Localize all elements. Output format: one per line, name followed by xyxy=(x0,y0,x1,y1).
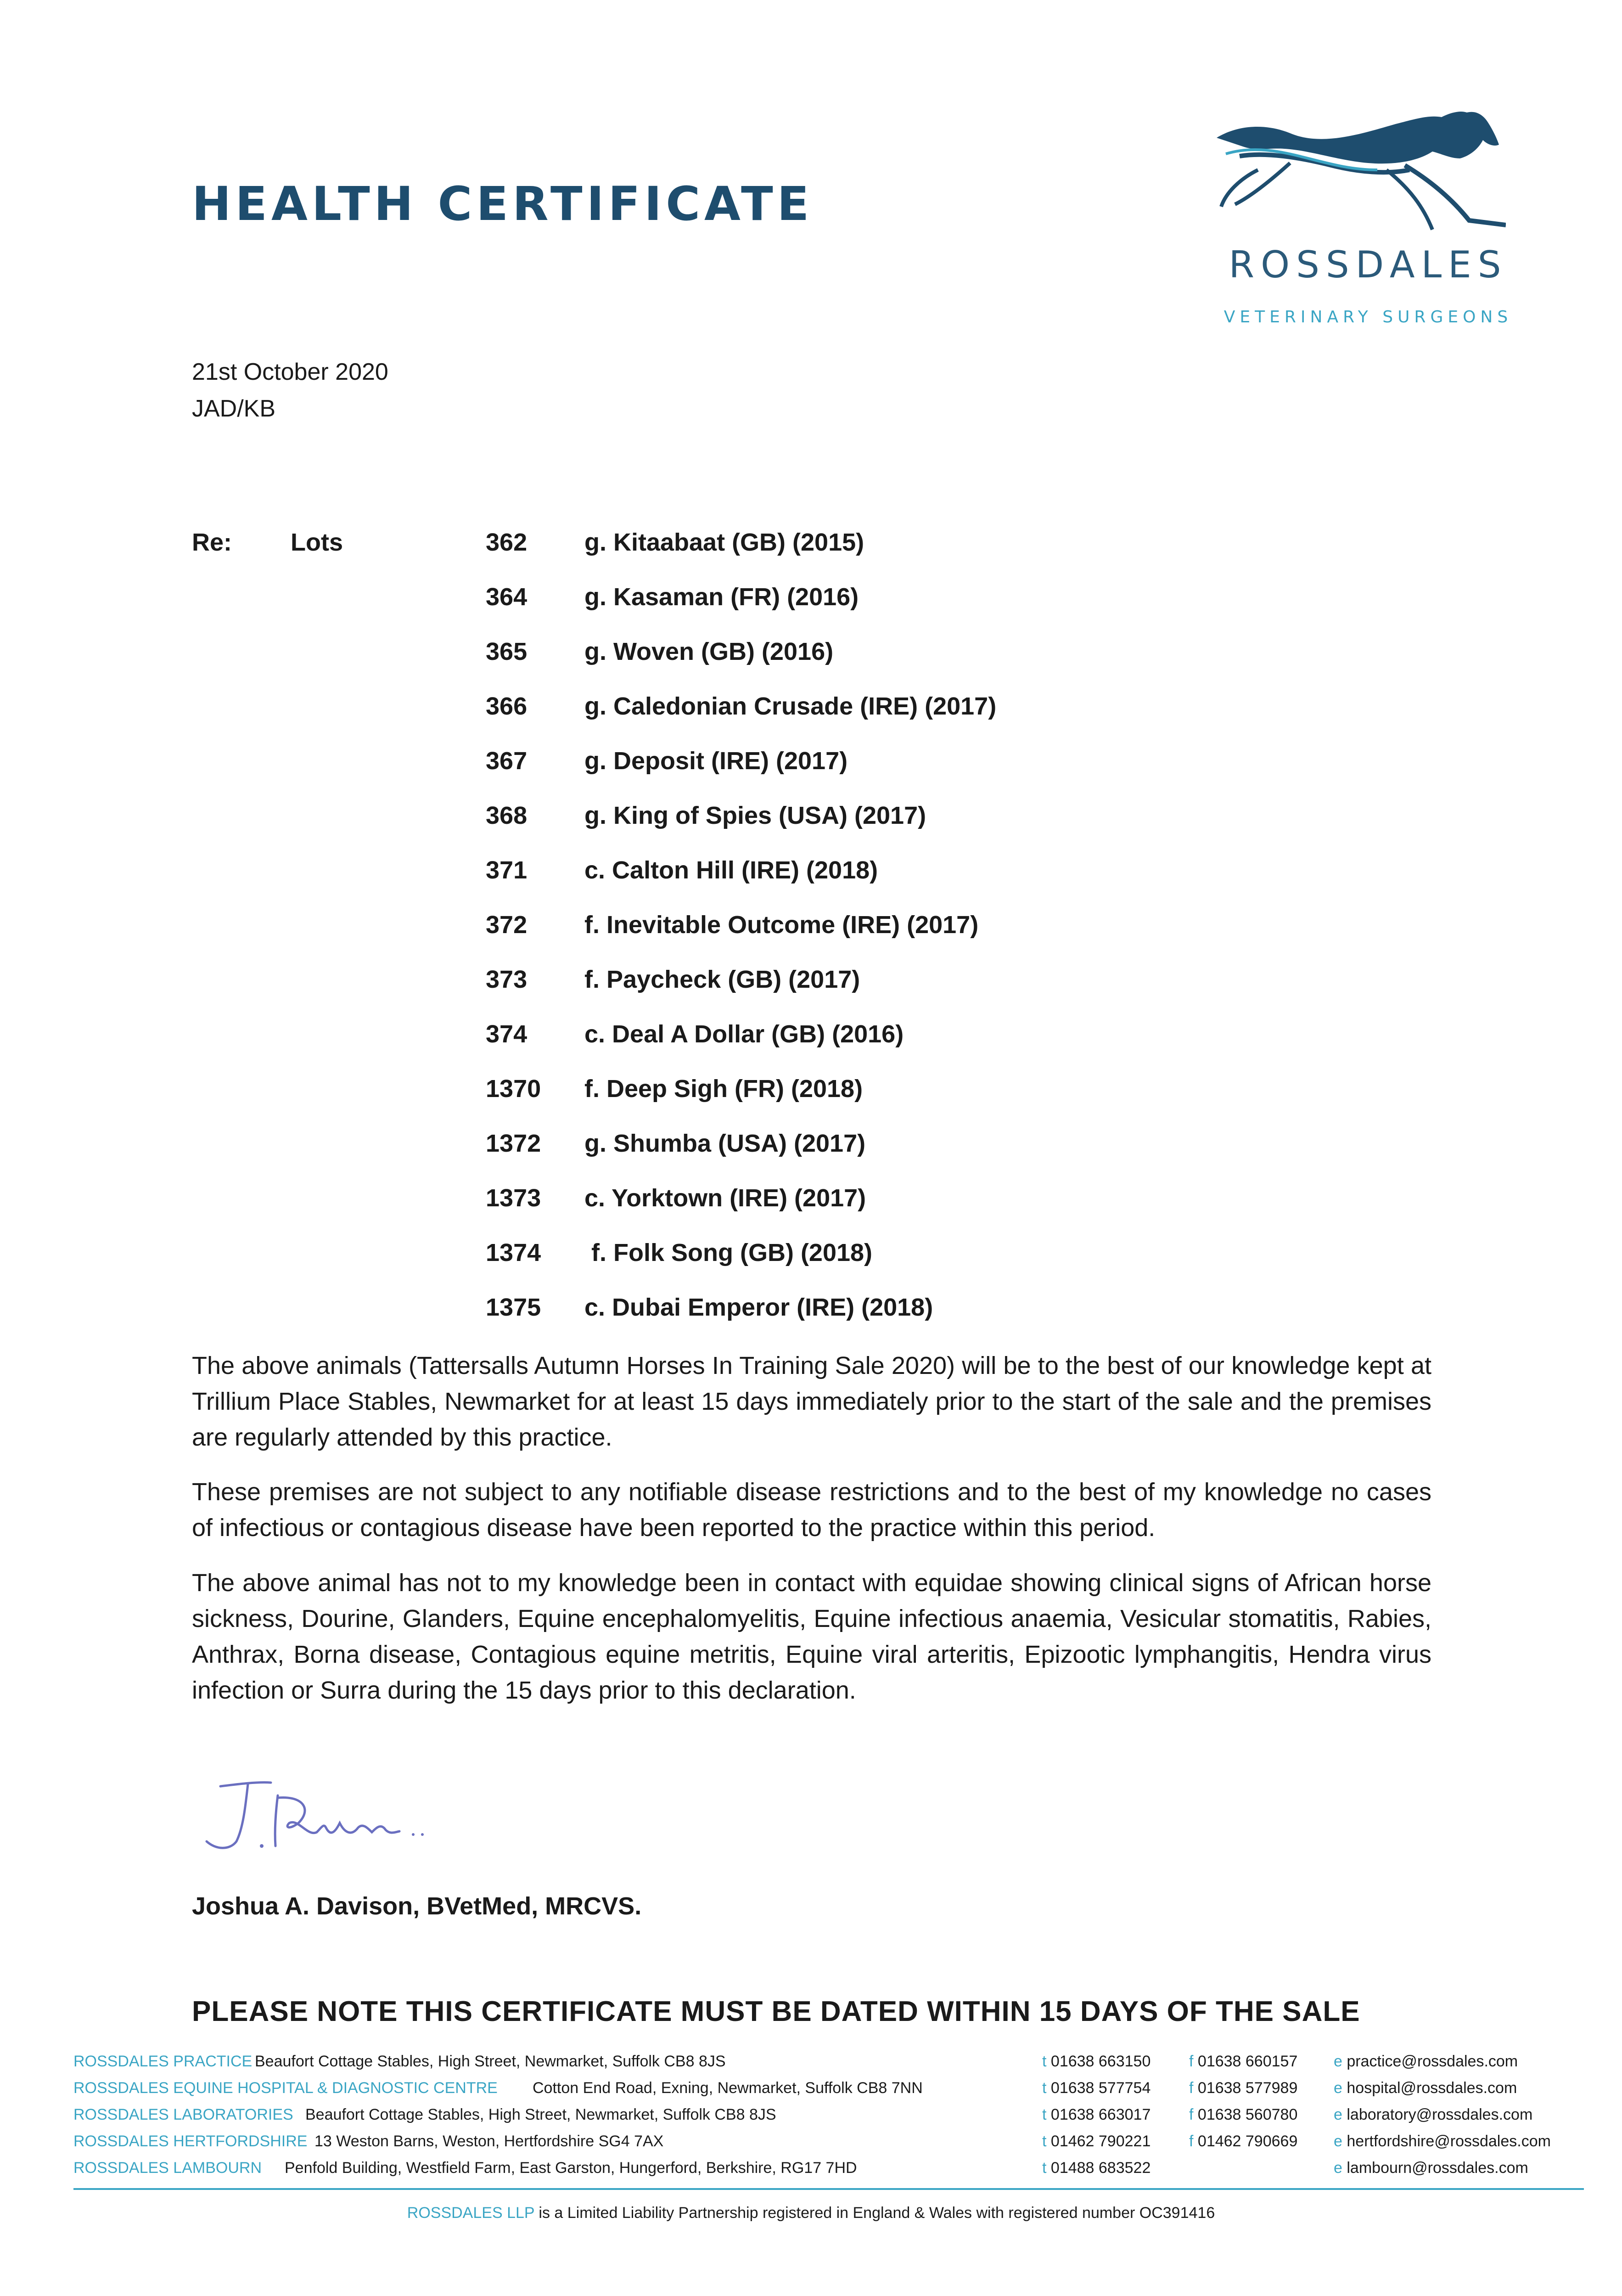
document-reference: JAD/KB xyxy=(192,395,276,422)
lot-horse: g. Shumba (USA) (2017) xyxy=(584,1130,866,1157)
lot-row xyxy=(192,1184,1248,1238)
contact-tel xyxy=(1042,2159,1151,2177)
lot-row xyxy=(192,1075,1248,1129)
fax-prefix: f xyxy=(1189,2053,1194,2070)
contact-fax xyxy=(1189,2133,1297,2150)
email-address[interactable]: hospital@rossdales.com xyxy=(1347,2079,1517,2097)
running-horse-icon xyxy=(1212,106,1506,243)
fax-prefix: f xyxy=(1189,2079,1194,2097)
tel-prefix: t xyxy=(1042,2079,1047,2097)
email-prefix: e xyxy=(1334,2159,1342,2177)
lot-horse: g. Kitaabaat (GB) (2015) xyxy=(584,529,864,556)
document-date: 21st October 2020 xyxy=(192,359,388,385)
fax-prefix: f xyxy=(1189,2106,1194,2123)
logo-name: ROSSDALES xyxy=(1229,243,1508,286)
contact-email xyxy=(1334,2106,1532,2124)
contact-name: ROSSDALES LABORATORIES xyxy=(73,2106,293,2123)
contact-address: Beaufort Cottage Stables, High Street, Newmarket, Suffolk CB8 8JS xyxy=(255,2053,726,2070)
lot-row xyxy=(192,1293,1248,1348)
lot-row xyxy=(192,747,1248,801)
contact-row xyxy=(73,2053,1561,2079)
paragraph-clinical-signs: The above animal has not to my knowledge been in contact with equidae showing clinical signs of African horse sickness, Dourine, Glanders, Equine encephalomyelitis, Equine infectious anaemia, Vesicular stomatitis, Rabies, Anthrax, Borna disease, Contagious equine metritis, Equine viral arteritis, Epizootic lymphangitis, Hendra virus infection or Surra during the 15 days prior to this declaration. xyxy=(192,1569,1431,1704)
email-prefix: e xyxy=(1334,2133,1342,2150)
dating-notice: PLEASE NOTE THIS CERTIFICATE MUST BE DATED WITHIN 15 DAYS OF THE SALE xyxy=(192,1996,1360,2027)
lot-horse: g. Kasaman (FR) (2016) xyxy=(584,583,859,611)
lot-number: 1372 xyxy=(486,1130,541,1157)
lots-label: Lots xyxy=(291,529,343,556)
contact-fax xyxy=(1189,2106,1297,2124)
lots-list xyxy=(192,528,1248,1348)
contact-fax xyxy=(1189,2053,1297,2071)
lot-row xyxy=(192,1020,1248,1075)
footer-contacts xyxy=(73,2053,1561,2186)
tel-number: 01488 683522 xyxy=(1050,2159,1151,2177)
llp-name: ROSSDALES LLP xyxy=(407,2204,534,2222)
fax-number: 01462 790669 xyxy=(1197,2133,1298,2150)
lot-horse: g. King of Spies (USA) (2017) xyxy=(584,802,926,829)
lot-horse: c. Yorktown (IRE) (2017) xyxy=(584,1184,866,1212)
tel-number: 01638 663150 xyxy=(1050,2053,1151,2070)
lot-horse: g. Caledonian Crusade (IRE) (2017) xyxy=(584,692,997,720)
contact-tel xyxy=(1042,2133,1151,2150)
tel-prefix: t xyxy=(1042,2106,1047,2123)
email-address[interactable]: laboratory@rossdales.com xyxy=(1347,2106,1533,2123)
lot-row xyxy=(192,801,1248,856)
fax-number: 01638 577989 xyxy=(1197,2079,1298,2097)
lot-horse: f. Paycheck (GB) (2017) xyxy=(584,966,860,993)
llp-text: is a Limited Liability Partnership registered in England & Wales with registered number OC391416 xyxy=(534,2204,1215,2222)
lot-row xyxy=(192,528,1248,583)
contact-email xyxy=(1334,2159,1528,2177)
re-label: Re: xyxy=(192,529,232,556)
lot-row xyxy=(192,637,1248,692)
lot-number: 365 xyxy=(486,638,528,665)
lot-row xyxy=(192,856,1248,911)
contact-name: ROSSDALES PRACTICE xyxy=(73,2053,253,2070)
contact-address: 13 Weston Barns, Weston, Hertfordshire SG4 7AX xyxy=(314,2133,664,2150)
lot-number: 1374 xyxy=(486,1239,541,1266)
contact-row xyxy=(73,2079,1561,2106)
lot-number: 362 xyxy=(486,529,528,556)
lot-row xyxy=(192,583,1248,637)
lot-row xyxy=(192,1129,1248,1184)
date-reference-block xyxy=(192,354,388,427)
lot-horse: c. Deal A Dollar (GB) (2016) xyxy=(584,1020,904,1048)
lot-number: 366 xyxy=(486,692,528,720)
llp-registration xyxy=(0,2204,1622,2222)
page-title: HEALTH CERTIFICATE xyxy=(192,177,814,231)
contact-row xyxy=(73,2106,1561,2133)
contact-fax xyxy=(1189,2079,1297,2097)
contact-address: Penfold Building, Westfield Farm, East Garston, Hungerford, Berkshire, RG17 7HD xyxy=(285,2159,857,2177)
contact-email xyxy=(1334,2079,1517,2097)
lot-number: 367 xyxy=(486,747,528,775)
email-address[interactable]: lambourn@rossdales.com xyxy=(1347,2159,1528,2177)
paragraph-sale-premises: The above animals (Tattersalls Autumn Horses In Training Sale 2020) will be to the best of our knowledge kept at Trillium Place Stables, Newmarket for at least 15 days immediately prior to the start of the sale and the premises are regularly attended by this practice. xyxy=(192,1352,1431,1451)
lot-number: 371 xyxy=(486,856,528,884)
lot-number: 374 xyxy=(486,1020,528,1048)
lot-row xyxy=(192,911,1248,965)
contact-tel xyxy=(1042,2106,1151,2124)
contact-name: ROSSDALES EQUINE HOSPITAL & DIAGNOSTIC CENTRE xyxy=(73,2079,498,2097)
contact-address: Beaufort Cottage Stables, High Street, Newmarket, Suffolk CB8 8JS xyxy=(305,2106,776,2123)
lot-row xyxy=(192,692,1248,747)
contact-row xyxy=(73,2133,1561,2159)
signatory-name: Joshua A. Davison, BVetMed, MRCVS. xyxy=(192,1892,642,1920)
handwritten-signature xyxy=(193,1777,468,1860)
contact-email xyxy=(1334,2053,1518,2071)
contact-address: Cotton End Road, Exning, Newmarket, Suffolk CB8 7NN xyxy=(533,2079,923,2097)
lot-horse: f. Deep Sigh (FR) (2018) xyxy=(584,1075,863,1103)
fax-prefix: f xyxy=(1189,2133,1194,2150)
tel-prefix: t xyxy=(1042,2133,1047,2150)
lot-row xyxy=(192,1238,1248,1293)
lot-horse: c. Dubai Emperor (IRE) (2018) xyxy=(584,1294,933,1321)
lot-number: 1375 xyxy=(486,1294,541,1321)
tel-prefix: t xyxy=(1042,2053,1047,2070)
lot-horse: g. Deposit (IRE) (2017) xyxy=(584,747,848,775)
lot-number: 364 xyxy=(486,583,528,611)
logo-subtitle: VETERINARY SURGEONS xyxy=(1224,308,1513,326)
contact-tel xyxy=(1042,2053,1151,2071)
contact-name: ROSSDALES LAMBOURN xyxy=(73,2159,262,2177)
lot-number: 1370 xyxy=(486,1075,541,1103)
lot-number: 373 xyxy=(486,966,528,993)
fax-number: 01638 660157 xyxy=(1197,2053,1298,2070)
email-address[interactable]: hertfordshire@rossdales.com xyxy=(1347,2133,1551,2150)
email-address[interactable]: practice@rossdales.com xyxy=(1347,2053,1518,2070)
email-prefix: e xyxy=(1334,2106,1342,2123)
contact-name: ROSSDALES HERTFORDSHIRE xyxy=(73,2133,308,2150)
tel-prefix: t xyxy=(1042,2159,1047,2177)
lot-horse: c. Calton Hill (IRE) (2018) xyxy=(584,856,878,884)
email-prefix: e xyxy=(1334,2079,1342,2097)
lot-horse: g. Woven (GB) (2016) xyxy=(584,638,834,665)
tel-number: 01462 790221 xyxy=(1050,2133,1151,2150)
lot-number: 1373 xyxy=(486,1184,541,1212)
fax-number: 01638 560780 xyxy=(1197,2106,1298,2123)
paragraph-disease-restrictions: These premises are not subject to any notifiable disease restrictions and to the best of my knowledge no cases of infectious or contagious disease have been reported to the practice within this period. xyxy=(192,1478,1431,1542)
email-prefix: e xyxy=(1334,2053,1342,2070)
lot-row xyxy=(192,965,1248,1020)
lot-horse: f. Inevitable Outcome (IRE) (2017) xyxy=(584,911,979,939)
lot-horse: f. Folk Song (GB) (2018) xyxy=(584,1239,873,1266)
contact-row xyxy=(73,2159,1561,2186)
tel-number: 01638 577754 xyxy=(1050,2079,1151,2097)
lot-number: 372 xyxy=(486,911,528,939)
contact-email xyxy=(1334,2133,1551,2150)
footer-divider xyxy=(73,2188,1584,2190)
contact-tel xyxy=(1042,2079,1151,2097)
tel-number: 01638 663017 xyxy=(1050,2106,1151,2123)
rossdales-logo xyxy=(1212,106,1524,335)
lot-number: 368 xyxy=(486,802,528,829)
